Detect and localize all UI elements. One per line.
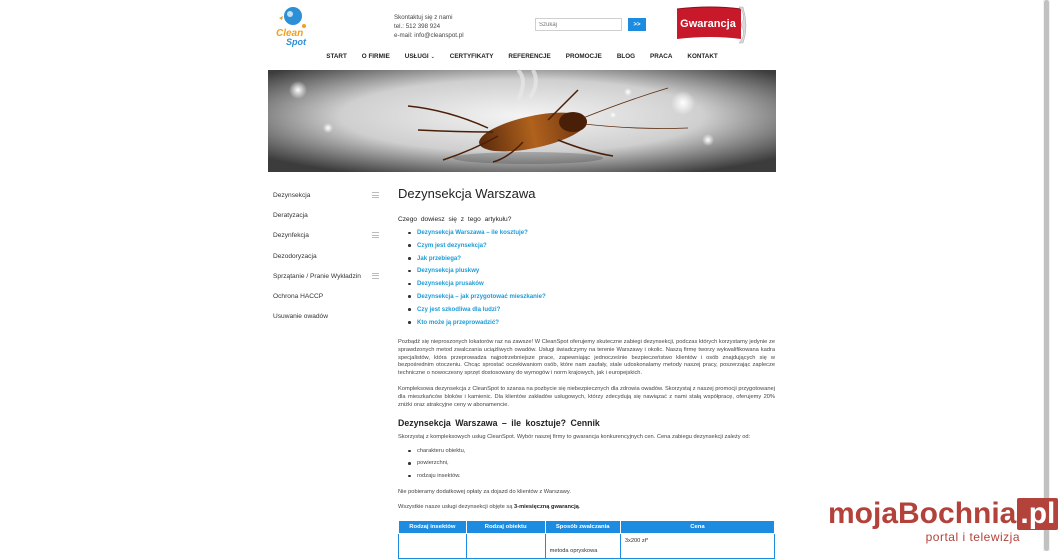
toc-link[interactable]: Czy jest szkodliwa dla ludzi? bbox=[408, 306, 775, 319]
logo-text-clean: Clean bbox=[276, 28, 304, 39]
promo-paragraph: Kompleksowa dezynsekcja z CleanSpot to szansa na pozbycie się niebezpiecznych dla zdrowia owadów. Skorzystaj z naszej promocji przygotowanej dla mieszkańców bloków i kamienic. Dla klientów zakładów usługowych, którzy zdecydują się nawiązać z nami stałą współpracę, oferujemy 20% zniżki oraz atrakcyjne ceny w abonamencie. bbox=[398, 386, 775, 408]
toc-link[interactable]: Czym jest dezynsekcja? bbox=[408, 242, 775, 255]
sidebar-item-label: Usuwanie owadów bbox=[273, 313, 328, 321]
menu-icon[interactable] bbox=[372, 273, 379, 279]
sidebar-item-label: Ochrona HACCP bbox=[273, 292, 324, 300]
list-item: rodzaju insektów. bbox=[408, 472, 775, 485]
page-scrollbar[interactable] bbox=[1043, 0, 1050, 551]
watermark-logo bbox=[828, 497, 1056, 530]
nav-uslugi-label: USŁUGI bbox=[404, 53, 429, 60]
search-button[interactable]: >> bbox=[628, 18, 646, 31]
scrollbar-thumb[interactable] bbox=[1044, 0, 1049, 551]
menu-icon[interactable] bbox=[372, 232, 379, 238]
nav-uslugi[interactable] bbox=[397, 50, 442, 64]
nav-certyfikaty[interactable]: CERTYFIKATY bbox=[449, 53, 494, 60]
table-cell: 3x200 zł* bbox=[620, 534, 774, 559]
contact-email[interactable]: e-mail: info@cleanspot.pl bbox=[394, 32, 464, 39]
logo-text-spot: Spot bbox=[286, 37, 306, 47]
table-row bbox=[399, 534, 775, 559]
sidebar-item-dezynfekcja[interactable] bbox=[268, 226, 383, 246]
hero-banner-cockroach bbox=[268, 70, 776, 172]
guarantee-note-suffix: . bbox=[578, 504, 581, 511]
table-of-contents bbox=[408, 229, 775, 331]
sidebar-item-label: Sprzątanie / Pranie Wykładzin bbox=[273, 272, 361, 280]
sidebar-item-sprzatanie[interactable] bbox=[268, 267, 383, 287]
sidebar-menu bbox=[268, 186, 383, 327]
intro-paragraph: Pozbądź się nieproszonych lokatorów raz na zawsze! W CleanSpot oferujemy skuteczne zabiegi dezynsekcji, podczas których korzystamy jedynie ze sprawdzonych metod zwalczania uciążliwych owadów. Usługi świadczymy na terenie Warszawy i okolic. Naszą firmę tworzy wykwalifikowana kadra specjalistów, która przeprowadza najpotrzebniejsze prace, zapewniając jednocześnie bezpieczeństwo klientów i osób znajdujących się w bezpośrednim otoczeniu. Chcąc sprostać oczekiwaniom osób, które nam zaufały, stale udoskonalamy metody naszej pracy, poszerzając zaplecze techniczne o nowoczesny sprzęt dostosowany do wymogów i norm krajowych, jak i europejskich. bbox=[398, 339, 775, 376]
sidebar-item-ochrona-haccp[interactable] bbox=[268, 287, 383, 307]
sidebar-item-deratyzacja[interactable] bbox=[268, 206, 383, 226]
guarantee-note bbox=[398, 504, 775, 512]
toc-title: Czego dowiesz się z tego artykułu? bbox=[398, 216, 512, 223]
pricing-intro: Skorzystaj z kompleksowych usług CleanSpot. Wybór naszej firmy to gwarancja konkurencyjnych cen. Cena zabiegu dezynsekcji zależy od: bbox=[398, 434, 751, 441]
column-header: Rodzaj insektów bbox=[399, 521, 467, 534]
list-item: powierzchni, bbox=[408, 459, 775, 472]
menu-icon[interactable] bbox=[372, 192, 379, 198]
main-nav bbox=[268, 50, 776, 64]
contact-title: Skontaktuj się z nami bbox=[394, 14, 453, 21]
toc-link[interactable]: Jak przebiega? bbox=[408, 255, 775, 268]
sidebar-item-dezodoryzacja[interactable] bbox=[268, 247, 383, 267]
sidebar-item-label: Dezynfekcja bbox=[273, 232, 309, 240]
sidebar-item-dezynsekcja[interactable] bbox=[268, 186, 383, 206]
nav-o-firmie[interactable]: O FIRMIE bbox=[361, 53, 390, 60]
toc-link[interactable]: Kto może ją przeprowadzić? bbox=[408, 319, 775, 332]
sidebar-item-usuwanie-owadow[interactable] bbox=[268, 307, 383, 327]
section-heading-pricing: Dezynsekcja Warszawa – ile kosztuje? Cennik bbox=[398, 418, 600, 429]
badge-label: Gwarancja bbox=[680, 18, 736, 30]
toc-link[interactable]: Dezynsekcja Warszawa – ile kosztuje? bbox=[408, 229, 775, 242]
chevron-down-icon: ⌄ bbox=[430, 54, 435, 60]
contact-phone[interactable]: tel.: 512 398 924 bbox=[394, 23, 441, 30]
nav-promocje[interactable]: PROMOCJE bbox=[565, 53, 602, 60]
watermark-domain: .pl bbox=[1017, 498, 1058, 530]
watermark-text: mojaBochnia bbox=[828, 497, 1017, 530]
nav-referencje[interactable]: REFERENCJE bbox=[508, 53, 551, 60]
guarantee-note-bold: 3-miesięczną gwarancją bbox=[514, 504, 579, 511]
column-header: Rodzaj obiektu bbox=[466, 521, 545, 534]
nav-kontakt[interactable]: KONTAKT bbox=[687, 53, 718, 60]
sidebar-item-label: Deratyzacja bbox=[273, 212, 308, 220]
nav-praca[interactable]: PRACA bbox=[650, 53, 673, 60]
price-table bbox=[398, 520, 775, 559]
column-header: Cena bbox=[620, 521, 774, 534]
contact-info bbox=[394, 13, 464, 40]
travel-note: Nie pobieramy dodatkowej opłaty za dojazd do klientów z Warszawy. bbox=[398, 488, 571, 495]
table-cell bbox=[399, 534, 467, 559]
watermark-subtitle: portal i telewizja bbox=[925, 530, 1020, 544]
main-content bbox=[398, 186, 775, 512]
table-cell: metoda opryskowa bbox=[545, 534, 620, 559]
nav-blog[interactable]: BLOG bbox=[616, 53, 636, 60]
table-cell bbox=[466, 534, 545, 559]
search-form bbox=[535, 18, 646, 31]
sidebar-item-label: Dezynsekcja bbox=[273, 192, 311, 199]
guarantee-note-prefix: Wszystkie nasze usługi dezynsekcji objęte są bbox=[398, 504, 515, 511]
price-factors-list bbox=[408, 447, 775, 485]
toc-link[interactable]: Dezynsekcja prusaków bbox=[408, 280, 775, 293]
sidebar-item-label: Dezodoryzacja bbox=[273, 252, 317, 260]
table-header-row bbox=[399, 521, 775, 534]
column-header: Sposób zwalczania bbox=[545, 521, 620, 534]
search-input[interactable] bbox=[535, 18, 622, 31]
cleanspot-logo[interactable] bbox=[273, 4, 311, 46]
list-item: charakteru obiektu, bbox=[408, 447, 775, 460]
watermark-mojabochnia bbox=[828, 497, 1056, 544]
page-title: Dezynsekcja Warszawa bbox=[398, 186, 536, 201]
nav-start[interactable]: START bbox=[326, 53, 347, 60]
toc-link[interactable]: Dezynsekcja pluskwy bbox=[408, 267, 775, 280]
guarantee-badge[interactable] bbox=[675, 5, 747, 45]
toc-link[interactable]: Dezynsekcja – jak przygotować mieszkanie? bbox=[408, 293, 775, 306]
